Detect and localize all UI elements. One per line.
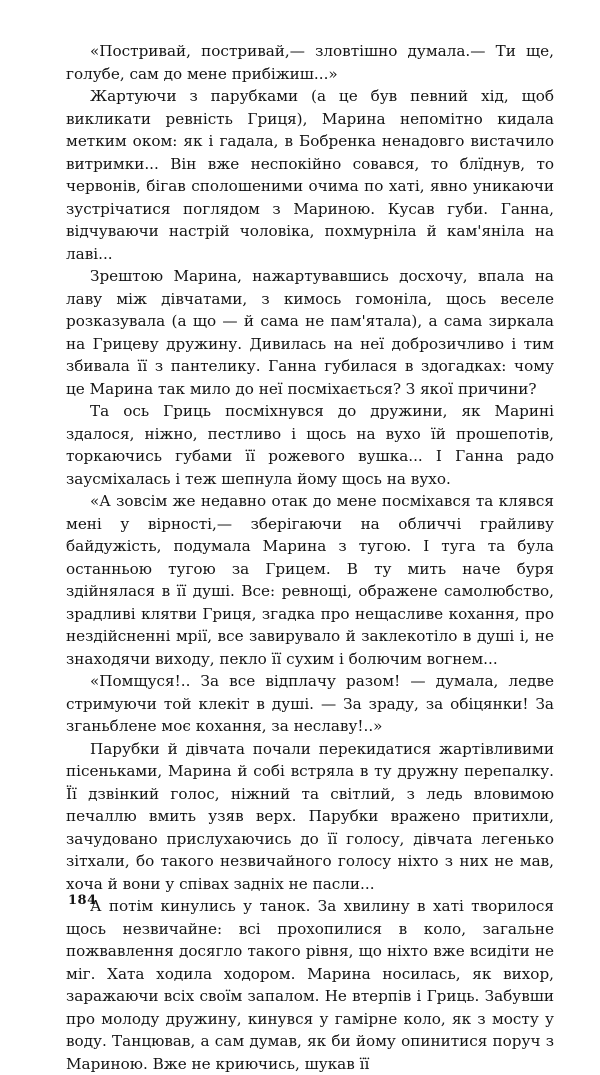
paragraph-3: Зрештою Марина, нажартувавшись досхочу, впала на лаву між дівчатами, з кимось гомоніла, щось веселе розказувала (а що — й сама не пам'ятала), а сама зиркала на Грицеву дружину. Дивилась на неї доброзичливо і тим збивала її з пантелику. Ганна губилася в здогадках: чому це Марина так мило до неї посміхається? З якої причини? — [66, 267, 554, 398]
paragraph-8: А потім кинулись у танок. За хвилину в хаті творилося щось незвичайне: всі прохопилися в коло, загальне пожвавлення досягло такого рівня, що ніхто вже всидіти не міг. Хата ходила ходором. Марина носилась, як вихор, заражаючи всіх своїм запалом. Не втерпів і Гриць. Забувши про молоду дружину, кинувся у гамірне коло, як з мосту у воду. Танцював, а сам думав, як би йому опинитися поруч з Мариною. Вже не криючись, шукав її — [66, 897, 554, 1073]
paragraph-5: «А зовсім же недавно отак до мене посміхався та клявся мені у вірності,— зберігаючи на обличчі грайливу байдужість, подумала Марина з тугою. І туга та була останньою тугою за Грицем. В ту мить наче буря здійнялася в її душі. Все: ревнощі, ображене самолюбство, зрадливі клятви Гриця, згадка про нещасливе кохання, про нездійсненні мрії, все завирувало й заклекотіло в душі і, не знаходячи виходу, пекло її сухим і болючим вогнем... — [66, 492, 554, 668]
paragraph-6: «Помщуся!.. За все відплачу разом! — думала, ледве стримуючи той клекіт в душі. — За зраду, за обіцянки! За зганьблене моє кохання, за неславу!..» — [66, 672, 554, 735]
page-number: 184 — [68, 893, 97, 908]
body-text — [66, 40, 554, 1075]
paragraph-1: «Постривай, постривай,— зловтішно думала.— Ти ще, голубе, сам до мене прибіжиш...» — [66, 42, 554, 83]
paragraph-2: Жартуючи з парубками (а це був певний хід, щоб викликати ревність Гриця), Марина непомітно кидала метким оком: як і гадала, в Бобренка ненадовго вистачило витримки... Він вже неспокійно совався, то блїднув, то червонів, бігав сполошеними очима по хаті, явно уникаючи зустрічатися поглядом з Мариною. Кусав губи. Ганна, відчуваючи настрій чоловіка, похмурніла й кам'яніла на лаві... — [66, 87, 554, 263]
paragraph-4: Та ось Гриць посміхнувся до дружини, як Марині здалося, ніжно, пестливо і щось на вухо їй прошепотів, торкаючись губами її рожевого вушка... І Ганна радо заусміхалась і теж шепнула йому щось на вухо. — [66, 402, 554, 488]
paragraph-7: Парубки й дівчата почали перекидатися жартівливими пісеньками, Марина й собі встряла в ту дружну перепалку. Її дзвінкий голос, ніжний та світлий, з ледь вловимою печаллю вмить узяв верх. Парубки вражено притихли, зачудовано прислухаючись до її голосу, дівчата легенько зітхали, бо такого незвичайного голосу ніхто з них не мав, хоча й вони у співах задніх не пасли... — [66, 739, 554, 893]
